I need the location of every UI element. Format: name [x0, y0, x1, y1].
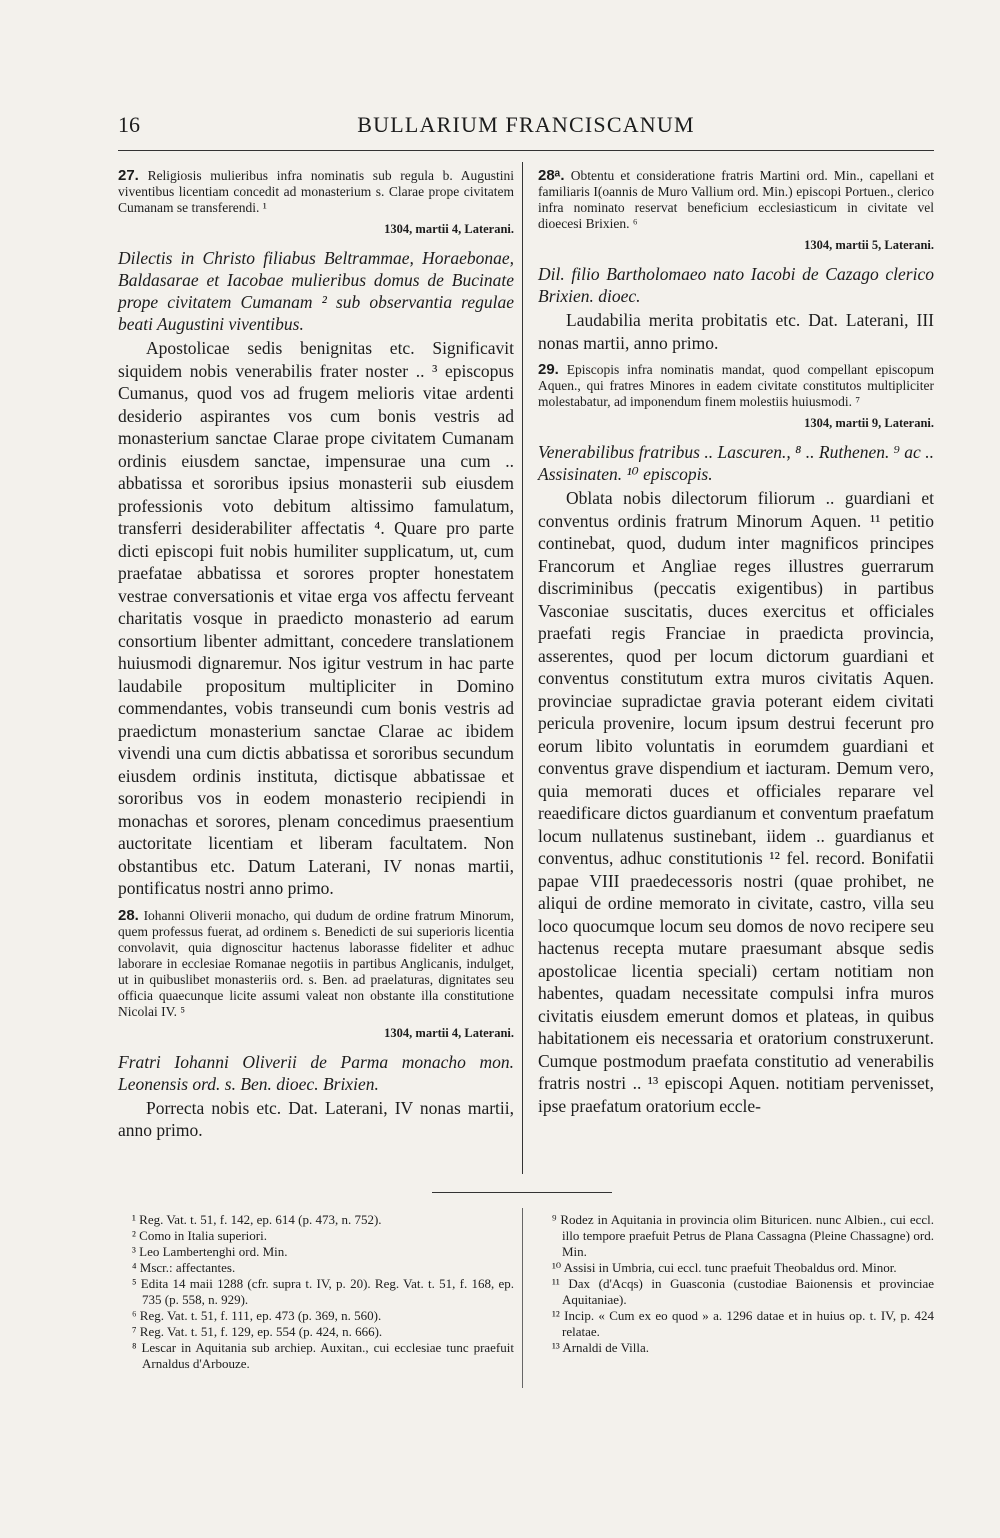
running-title: BULLARIUM FRANCISCANUM [357, 112, 695, 137]
column-divider [522, 162, 523, 1174]
entry-27-text: Apostolicae sedis benignitas etc. Significavit siquidem nobis venerabilis frater noster .. ³ episcopus Cumanus, quod vos ad frugem melioris vitae ardenti desiderio aspirantes vos cum bonis vestris ad monasterium sanctae Clarae prope civitatem Cumanam ordinis eiusdem sanctae, impensurae una cum .. abbatissa et sororibus ipsius monasterii sub eiusdem professionis voto debitum altissimo famulatum, transferri desiderabiliter affectatis ⁴. Quare pro parte dicti episcopi fuit nobis humiliter supplicatum, ut, cum praefatae abbatissa et sorores propter honestatem vestrae conversationis et vitae erga vos affectu ferveant charitatis vosque in praedicto monasterio ad earum consortium libenter admittant, concedere translationem huiusmodi dignaremur. Nos igitur vestrum in hac parte laudabile propositum multipliciter in Domino commendantes, vobis transeundi cum bonis vestris ad praedictum monasterium sanctae Clarae ac ibidem vivendi una cum dictis abbatissa et sororibus secundum eiusdem ordinis instituta, dictisque abbatissae et sororibus vos in eodem monasterio recipiendi in monachas et sorores, plenam concedimus praesentium auctoritate licentiam et liberam facultatem. Non obstantibus etc. Datum Laterani, IV nonas martii, pontificatus nostri anno primo. [118, 338, 514, 898]
footnote: ¹¹ Dax (d'Acqs) in Guasconia (custodiae Baionensis et provinciae Aquitaniae). [552, 1276, 934, 1307]
footnote: ⁸ Lescar in Aquitania sub archiep. Auxitan., cui ecclesiae tunc praefuit Arnaldus d'Arbouze. [132, 1340, 514, 1371]
entry-29-summary [538, 362, 934, 410]
entry-28-summary [118, 908, 514, 1020]
entry-29-address: Venerabilibus fratribus .. Lascuren., ⁸ .. Ruthenen. ⁹ ac .. Assisinaten. ¹⁰ episcopis. [538, 442, 934, 484]
summary-text: Religiosis mulieribus infra nominatis sub regula b. Augustini viventibus licentiam concedit ad monasterium s. Clarae prope civitatem Cumanam se transferendi. ¹ [118, 168, 515, 215]
header-rule [118, 150, 934, 151]
entry-28a-summary [538, 168, 934, 232]
summary-text: Episcopis infra nominatis mandat, quod compellant episcopum Aquen., qui fratres Minores in eadem civitate constitutos multipliciter molestabatur, ad imponendum finem molestiis huiusmodi. ⁷ [538, 362, 934, 409]
summary-text: Obtentu et consideratione fratris Martini ord. Min., capellani et familiaris I(oannis de Muro Vallium ord. Min.) episcopi Portuen., clerico infra nominato reservat beneficium ecclesiasticum in civitate vel dioecesi Brixien. ⁶ [538, 168, 935, 231]
footnote: ⁹ Rodez in Aquitania in provincia olim Bituricen. nunc Albien., cui eccl. illo tempore praefuit Petrus de Plana Cassagna (Pleine Chassagne) ord. Min. [552, 1212, 934, 1259]
right-column [538, 168, 934, 1125]
running-header [118, 108, 934, 150]
entry-number: 28. [118, 906, 139, 924]
footnote: ¹⁰ Assisi in Umbria, cui eccl. tunc praefuit Theobaldus ord. Minor. [552, 1260, 897, 1275]
footnote: ⁴ Mscr.: affectantes. [132, 1260, 236, 1275]
entry-29-text: Oblata nobis dilectorum filiorum .. guardiani et conventus ordinis fratrum Minorum Aquen. ¹¹ petitio continebat, quod, dudum inter magnificos principes Francorum et Angliae reges illustres guerrarum discriminibus (peccatis exigentibus) in partibus Vasconiae suscitatis, duces exercitus et officiales praefati regis Franciae in praedicta provincia, asserentes, quod per locum dictorum guardiani et conventus constitutum extra muros civitatis Aquen. provinciae supradictae gravia poterant eidem civitati pericula provenire, locum ipsum destrui fecerunt pro eorum libito voluntatis in eorumdem guardiani et conventus grave dispendium et iacturam. Demum vero, quia memorati duces et officiales reparare vel reaedificare dictos guardianum et conventum praefatum locum nullatenus sustinebant, iidem .. guardianus et conventus, adhuc constitutionis ¹² fel. record. Bonifatii papae VIII praedecessoris nostri (quae prohibet, ne aliqui de ordine memorato in civitate, castro, villa seu loco quocumque locum seu domos de novo recipere seu hactenus recepta mutare praesumant absque sedis apostolicae licentia speciali) certam notitiam non habentes, quadam necessitate compulsi infra muros civitatis eiusdem emerunt domos et plateas, in quibus habitationem eis necessaria et oratorium construxerunt. Cumque postmodum praefata constitutio ad venerabilis fratris nostri .. ¹³ episcopi Aquen. notitiam pervenisset, ipse praefatum oratorium eccle- [538, 488, 934, 1116]
entry-27-address: Dilectis in Christo filiabus Beltrammae, Horaebonae, Baldasarae et Iacobae mulieribus domus de Bucinate prope civitatem Cumanam ² sub observantia regulae beati Augustini viventibus. [118, 248, 514, 334]
footnote: ¹³ Arnaldi de Villa. [552, 1340, 650, 1355]
summary-text: Iohanni Oliverii monacho, qui dudum de ordine fratrum Minorum, quem professus fuerat, ad ordinem s. Benedicti de sui superioris licentia convolavit, quia dignoscitur hactenus laborasse fideliter et adhuc laborare in ecclesiae Romanae negotiis in partibus Anglicanis, indulget, ut in quibuslibet monasteriis ord. s. Ben. ad praelaturas, dignitates seu officia quaecunque licite assumi valeat non obstante illa constitutione Nicolai IV. ⁵ [118, 907, 515, 1019]
entry-28a-text: Laudabilia merita probitatis etc. Dat. Laterani, III nonas martii, anno primo. [538, 310, 934, 353]
footnote: ⁵ Edita 14 maii 1288 (cfr. supra t. IV, p. 20). Reg. Vat. t. 51, f. 168, ep. 735 (p. 558, n. 929). [132, 1276, 514, 1307]
footnote: ¹² Incip. « Cum ex eo quod » a. 1296 datae et in huius op. t. IV, p. 424 relatae. [552, 1308, 934, 1339]
footnotes-left [118, 1212, 514, 1372]
entry-28-address: Fratri Iohanni Oliverii de Parma monacho mon. Leonensis ord. s. Ben. dioec. Brixien. [118, 1051, 514, 1094]
page-number: 16 [118, 112, 140, 137]
entry-number: 29. [538, 361, 559, 378]
footnote: ⁶ Reg. Vat. t. 51, f. 111, ep. 473 (p. 369, n. 560). [132, 1308, 382, 1323]
entry-27-date: 1304, martii 4, Laterani. [384, 222, 514, 236]
footnote-rule [432, 1192, 612, 1193]
footnote: ¹ Reg. Vat. t. 51, f. 142, ep. 614 (p. 473, n. 752). [132, 1212, 382, 1227]
footnote: ⁷ Reg. Vat. t. 51, f. 129, ep. 554 (p. 424, n. 666). [132, 1324, 383, 1339]
entry-27-summary [118, 168, 514, 216]
entry-28a-date: 1304, martii 5, Laterani. [804, 238, 934, 252]
left-column [118, 168, 514, 1150]
entry-28a-address: Dil. filio Bartholomaeo nato Iacobi de Cazago clerico Brixien. dioec. [538, 264, 934, 306]
footnote: ³ Leo Lambertenghi ord. Min. [132, 1244, 288, 1259]
footnote: ² Como in Italia superiori. [132, 1228, 267, 1243]
entry-28-date: 1304, martii 4, Laterani. [384, 1025, 514, 1040]
footnote-divider [522, 1208, 523, 1388]
entry-number: 28ᵃ. [538, 167, 565, 184]
footnotes-right [538, 1212, 934, 1356]
entry-29-date: 1304, martii 9, Laterani. [804, 416, 934, 430]
entry-28-text: Porrecta nobis etc. Dat. Laterani, IV nonas martii, anno primo. [118, 1097, 514, 1140]
entry-number: 27. [118, 167, 139, 184]
